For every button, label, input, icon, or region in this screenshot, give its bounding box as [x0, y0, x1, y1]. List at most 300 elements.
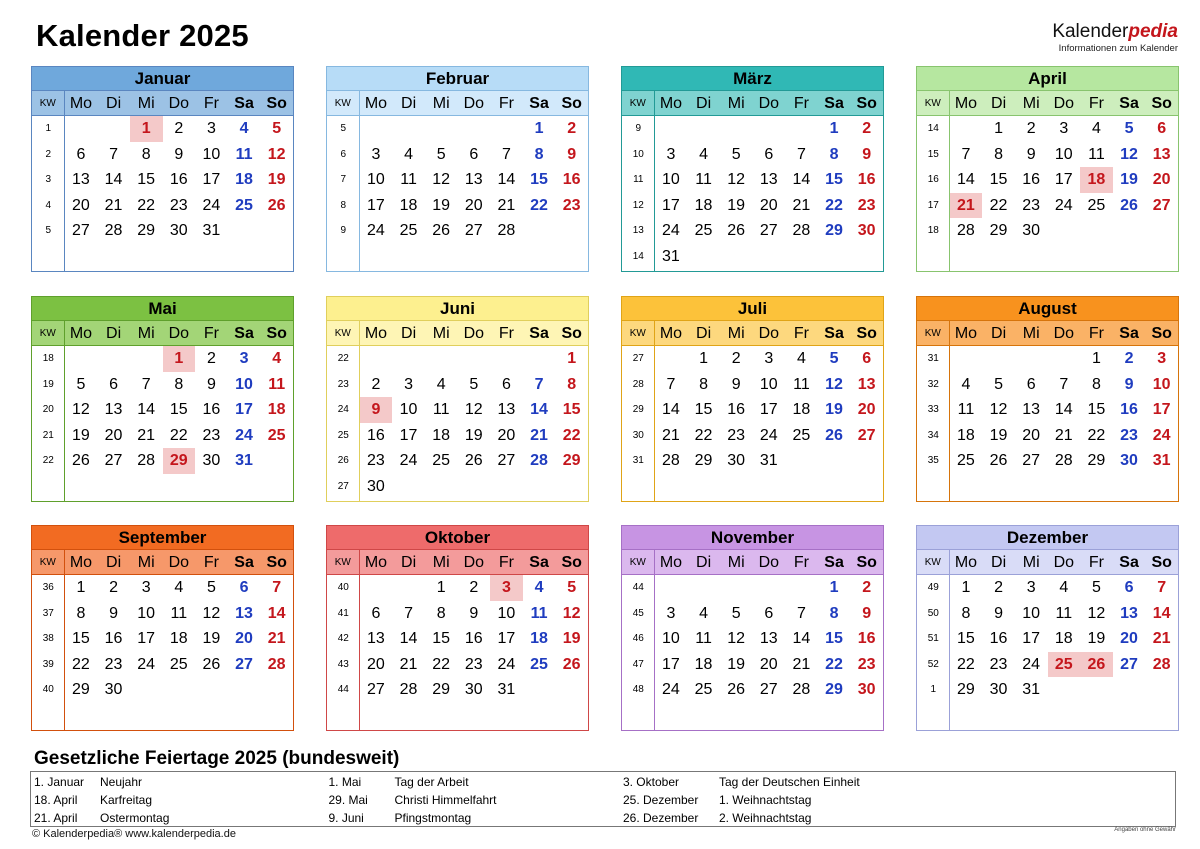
month-title: März	[622, 67, 883, 91]
weekday-label: Sa	[1119, 554, 1139, 571]
weekday-label: Fr	[498, 325, 514, 342]
weekday-label: Do	[1053, 554, 1075, 571]
empty-day-cell	[555, 218, 588, 244]
day-cell: 26	[1080, 652, 1113, 678]
day-cell: 3	[404, 375, 414, 393]
week-number: 42	[337, 633, 349, 644]
month-panel	[621, 525, 884, 731]
weekday-label: Fr	[498, 95, 514, 112]
week-number: 26	[337, 455, 349, 466]
day-cell: 10	[137, 604, 156, 622]
day-cell: 26	[464, 452, 483, 469]
day-cell: 11	[400, 171, 417, 188]
weekday-label: Mo	[659, 95, 683, 112]
week-row	[622, 601, 883, 627]
day-cell: 13	[1022, 401, 1041, 418]
weekday-label: So	[266, 325, 287, 342]
week-number: 48	[632, 684, 644, 695]
week-row	[32, 601, 293, 627]
empty-day-cell	[655, 346, 688, 372]
day-cell: 30	[104, 681, 123, 698]
week-row	[32, 397, 293, 423]
day-cell: 20	[367, 655, 385, 673]
weekday-label: Fr	[793, 554, 809, 571]
kw-header: KW	[327, 91, 360, 115]
day-cell: 20	[1022, 426, 1041, 444]
week-row	[327, 423, 588, 449]
day-cell: 23	[202, 426, 221, 444]
kw-divider	[359, 346, 360, 501]
empty-day-cell	[982, 346, 1015, 372]
day-cell: 7	[796, 604, 806, 622]
day-cell: 6	[109, 375, 119, 393]
day-cell: 10	[202, 145, 221, 163]
weekday-label: Mi	[1022, 325, 1040, 342]
day-cell: 27	[104, 452, 123, 469]
day-cell: 24	[1022, 655, 1041, 673]
week-row	[917, 575, 1178, 601]
kw-divider	[949, 116, 950, 271]
day-cell: 2	[371, 375, 381, 393]
weekday-label: Mi	[432, 554, 450, 571]
empty-day-cell	[753, 575, 786, 601]
day-cell: 28	[399, 681, 418, 698]
day-cell: 10	[367, 171, 385, 188]
day-cell: 6	[764, 604, 774, 622]
empty-day-cell	[785, 448, 818, 474]
weekday-label: Do	[758, 325, 780, 342]
empty-day-cell	[850, 448, 883, 474]
weekday-label: Sa	[824, 95, 844, 112]
weekday-header	[622, 91, 883, 116]
day-cell: 5	[994, 375, 1004, 393]
day-cell: 14	[792, 630, 811, 647]
kw-divider	[654, 116, 655, 271]
brand-name-accent: pedia	[1128, 21, 1178, 42]
day-cell: 25	[432, 452, 451, 469]
week-row	[917, 167, 1178, 193]
day-cell: 11	[268, 375, 286, 393]
day-cell: 13	[1152, 145, 1171, 163]
day-cell: 26	[72, 452, 90, 469]
day-cell: 27	[857, 426, 876, 444]
day-cell: 3	[1026, 579, 1036, 596]
day-cell: 29	[825, 681, 843, 698]
day-cell: 10	[759, 375, 778, 393]
kw-divider	[949, 575, 950, 730]
empty-day-cell	[687, 116, 720, 142]
footer-copyright: © Kalenderpedia® www.kalenderpedia.de	[32, 828, 236, 840]
month-title: September	[32, 526, 293, 550]
day-cell: 21	[104, 196, 123, 214]
weekday-label: Mo	[954, 554, 978, 571]
footer-disclaimer: Angaben ohne Gewähr	[1114, 827, 1176, 833]
day-cell: 4	[1059, 579, 1069, 596]
day-cell: 22	[432, 655, 451, 673]
month-body	[622, 346, 883, 501]
day-cell: 27	[497, 452, 516, 469]
day-cell: 20	[72, 196, 90, 214]
empty-day-cell	[555, 474, 588, 500]
empty-day-cell	[1015, 346, 1048, 372]
kw-header: KW	[917, 91, 950, 115]
weekday-label: Di	[991, 554, 1007, 571]
day-cell: 2	[469, 579, 479, 596]
week-row	[917, 142, 1178, 168]
empty-day-cell	[458, 346, 491, 372]
holiday-item	[328, 792, 619, 810]
week-number: 43	[337, 658, 349, 670]
day-cell: 22	[137, 196, 156, 214]
day-cell: 30	[169, 222, 188, 239]
day-cell: 4	[174, 579, 184, 596]
weekday-header	[917, 550, 1178, 575]
week-number: 27	[632, 353, 644, 364]
day-cell: 24	[1152, 426, 1171, 444]
day-cell: 20	[759, 196, 778, 214]
empty-day-cell	[753, 244, 786, 270]
week-number: 5	[45, 225, 52, 236]
day-cell: 17	[1022, 630, 1041, 647]
holiday-date: 25. Dezember	[622, 793, 699, 807]
day-cell: 1	[130, 116, 163, 142]
week-row	[622, 244, 883, 270]
day-cell: 5	[829, 350, 839, 367]
day-cell: 31	[202, 222, 221, 239]
weekday-label: Do	[168, 325, 190, 342]
empty-day-cell	[1080, 218, 1113, 244]
holiday-name: Neujahr	[100, 775, 143, 789]
empty-day-cell	[1048, 346, 1081, 372]
empty-day-cell	[228, 218, 261, 244]
day-cell: 2	[862, 120, 872, 137]
day-cell: 2	[1026, 120, 1036, 137]
holiday-item	[328, 774, 619, 792]
weekday-label: Mo	[659, 325, 683, 342]
week-number: 31	[632, 455, 644, 466]
day-cell: 2	[862, 579, 872, 596]
day-cell: 8	[534, 145, 544, 163]
day-cell: 16	[562, 171, 581, 188]
week-number: 34	[927, 429, 939, 441]
day-cell: 19	[432, 196, 451, 214]
day-cell: 31	[662, 247, 680, 265]
day-cell: 9	[862, 145, 872, 163]
holiday-date: 29. Mai	[328, 793, 368, 807]
day-cell: 12	[727, 630, 746, 647]
week-number: 50	[927, 607, 939, 619]
week-number: 21	[42, 429, 54, 441]
day-cell: 7	[501, 145, 511, 163]
day-cell: 15	[957, 630, 975, 647]
day-cell: 12	[202, 604, 221, 622]
day-cell: 11	[793, 375, 810, 393]
day-cell: 30	[1022, 222, 1041, 239]
month-body	[32, 346, 293, 501]
month-panel	[31, 525, 294, 731]
day-cell: 11	[432, 401, 450, 418]
day-cell: 7	[666, 375, 676, 393]
empty-day-cell	[1080, 677, 1113, 703]
day-cell: 30	[989, 681, 1008, 698]
empty-day-cell	[260, 677, 293, 703]
empty-day-cell	[425, 116, 458, 142]
day-cell: 18	[1080, 167, 1113, 193]
week-row	[917, 116, 1178, 142]
weekday-label: Sa	[234, 325, 254, 342]
week-row	[917, 346, 1178, 372]
holiday-item	[623, 810, 1175, 828]
day-cell: 15	[562, 401, 581, 418]
week-row	[622, 142, 883, 168]
kw-header: KW	[917, 550, 950, 574]
kw-header: KW	[622, 550, 655, 574]
day-cell: 22	[825, 196, 843, 214]
weekday-label: Mi	[727, 95, 745, 112]
day-cell: 12	[72, 401, 90, 418]
week-number: 29	[632, 404, 644, 415]
week-number: 22	[337, 353, 349, 364]
day-cell: 28	[1152, 655, 1171, 673]
day-cell: 26	[562, 655, 581, 673]
day-cell: 8	[567, 375, 577, 393]
weekday-label: So	[856, 554, 877, 571]
day-cell: 28	[792, 222, 811, 239]
month-body	[327, 346, 588, 501]
day-cell: 7	[961, 145, 971, 163]
week-row	[917, 626, 1178, 652]
month-title: Dezember	[917, 526, 1178, 550]
day-cell: 3	[666, 604, 676, 622]
kw-divider	[359, 575, 360, 730]
weekday-label: Mi	[137, 554, 155, 571]
day-cell: 26	[727, 222, 746, 239]
empty-day-cell	[195, 677, 228, 703]
day-cell: 6	[469, 145, 479, 163]
week-row	[622, 448, 883, 474]
week-row	[32, 193, 293, 219]
day-cell: 31	[1152, 452, 1171, 469]
weekday-header	[622, 321, 883, 346]
day-cell: 28	[497, 222, 516, 239]
day-cell: 12	[562, 604, 581, 622]
empty-day-cell	[490, 474, 523, 500]
kw-divider	[654, 575, 655, 730]
day-cell: 20	[497, 426, 516, 444]
holiday-name: Pfingstmontag	[394, 811, 472, 825]
empty-day-cell	[818, 244, 851, 270]
day-cell: 24	[662, 681, 680, 698]
week-number: 4	[45, 199, 52, 211]
day-cell: 14	[1054, 401, 1073, 418]
holidays-table	[30, 771, 1176, 827]
day-cell: 25	[399, 222, 418, 239]
week-number: 6	[340, 148, 347, 160]
day-cell: 1	[76, 579, 86, 596]
weekday-label: Do	[463, 95, 485, 112]
month-body	[327, 575, 588, 730]
day-cell: 24	[367, 222, 385, 239]
holiday-item	[34, 792, 325, 810]
day-cell: 14	[267, 604, 286, 622]
day-cell: 29	[694, 452, 713, 469]
day-cell: 25	[235, 196, 253, 214]
empty-day-cell	[360, 116, 393, 142]
weekday-label: So	[856, 95, 877, 112]
empty-day-cell	[720, 575, 753, 601]
kw-divider	[654, 346, 655, 501]
day-cell: 22	[989, 196, 1008, 214]
day-cell: 16	[727, 401, 746, 418]
empty-day-cell	[785, 244, 818, 270]
day-cell: 17	[235, 401, 253, 418]
week-row	[327, 575, 588, 601]
month-title: Oktober	[327, 526, 588, 550]
day-cell: 5	[1091, 579, 1101, 596]
day-cell: 17	[1054, 171, 1073, 188]
day-cell: 13	[497, 401, 516, 418]
day-cell: 7	[141, 375, 151, 393]
empty-day-cell	[458, 116, 491, 142]
week-number: 3	[45, 174, 52, 185]
day-cell: 23	[857, 655, 876, 673]
day-cell: 7	[404, 604, 414, 622]
week-number: 36	[42, 582, 54, 593]
weekday-header	[917, 91, 1178, 116]
day-cell: 22	[957, 655, 975, 673]
day-cell: 19	[267, 171, 286, 188]
day-cell: 1	[534, 120, 544, 137]
empty-day-cell	[425, 346, 458, 372]
day-cell: 18	[267, 401, 286, 418]
week-row	[327, 142, 588, 168]
month-title: Mai	[32, 297, 293, 321]
holiday-name: Christi Himmelfahrt	[394, 793, 497, 807]
week-number: 30	[632, 429, 644, 441]
day-cell: 31	[235, 452, 253, 469]
empty-day-cell	[785, 116, 818, 142]
day-cell: 6	[371, 604, 381, 622]
day-cell: 14	[497, 171, 516, 188]
week-number: 25	[337, 429, 349, 441]
day-cell: 11	[957, 401, 975, 418]
day-cell: 6	[239, 579, 249, 596]
week-row	[327, 677, 588, 703]
week-number: 17	[927, 199, 939, 211]
week-row	[622, 218, 883, 244]
month-body	[32, 116, 293, 271]
brand-name-main: Kalender	[1052, 21, 1129, 42]
weekday-label: Mi	[727, 554, 745, 571]
day-cell: 22	[530, 196, 548, 214]
holiday-name: 2. Weihnachtstag	[718, 811, 812, 825]
day-cell: 15	[432, 630, 451, 647]
week-row	[327, 652, 588, 678]
day-cell: 21	[530, 426, 548, 444]
kw-header: KW	[32, 321, 65, 345]
day-cell: 7	[534, 375, 544, 393]
kw-header: KW	[327, 321, 360, 345]
day-cell: 26	[825, 426, 843, 444]
day-cell: 10	[235, 375, 253, 393]
day-cell: 13	[72, 171, 90, 188]
day-cell: 10	[1022, 604, 1041, 622]
day-cell: 29	[432, 681, 451, 698]
day-cell: 20	[235, 630, 253, 647]
kw-header: KW	[32, 550, 65, 574]
day-cell: 1	[961, 579, 971, 596]
empty-day-cell	[655, 575, 688, 601]
week-row	[327, 116, 588, 142]
day-cell: 25	[1048, 652, 1081, 678]
week-row	[622, 346, 883, 372]
day-cell: 2	[567, 120, 577, 137]
day-cell: 18	[694, 196, 713, 214]
day-cell: 23	[1120, 426, 1138, 444]
page-title: Kalender 2025	[36, 18, 249, 53]
weekday-label: Di	[696, 325, 712, 342]
day-cell: 13	[104, 401, 123, 418]
day-cell: 30	[464, 681, 483, 698]
weekday-label: Sa	[529, 554, 549, 571]
day-cell: 16	[169, 171, 188, 188]
day-cell: 1	[699, 350, 709, 367]
kw-header: KW	[622, 91, 655, 115]
week-number: 41	[337, 607, 349, 619]
month-panel	[326, 296, 589, 502]
day-cell: 14	[792, 171, 811, 188]
empty-day-cell	[392, 346, 425, 372]
day-cell: 23	[169, 196, 188, 214]
day-cell: 18	[235, 171, 253, 188]
weekday-header	[327, 91, 588, 116]
weekday-label: Do	[1053, 325, 1075, 342]
week-number: 27	[337, 480, 349, 492]
month-panel	[621, 296, 884, 502]
holiday-date: 3. Oktober	[622, 775, 679, 789]
day-cell: 21	[662, 426, 680, 444]
day-cell: 1	[1091, 350, 1101, 367]
week-row	[327, 167, 588, 193]
day-cell: 8	[141, 145, 151, 163]
weekday-label: Di	[401, 554, 417, 571]
month-title: November	[622, 526, 883, 550]
day-cell: 21	[137, 426, 156, 444]
month-title: Januar	[32, 67, 293, 91]
day-cell: 9	[109, 604, 119, 622]
week-number: 18	[927, 225, 939, 236]
month-title: Februar	[327, 67, 588, 91]
day-cell: 9	[206, 375, 216, 393]
day-cell: 18	[792, 401, 811, 418]
day-cell: 5	[76, 375, 86, 393]
day-cell: 27	[235, 655, 253, 673]
day-cell: 18	[432, 426, 451, 444]
day-cell: 6	[1026, 375, 1036, 393]
day-cell: 16	[1120, 401, 1138, 418]
weekday-label: Di	[106, 95, 122, 112]
day-cell: 12	[727, 171, 746, 188]
day-cell: 15	[825, 630, 843, 647]
week-number: 32	[927, 378, 939, 390]
kw-header: KW	[622, 321, 655, 345]
week-number: 9	[635, 123, 642, 134]
day-cell: 9	[1124, 375, 1134, 393]
week-number: 33	[927, 404, 939, 415]
day-cell: 25	[957, 452, 975, 469]
week-row	[327, 448, 588, 474]
day-cell: 16	[202, 401, 221, 418]
